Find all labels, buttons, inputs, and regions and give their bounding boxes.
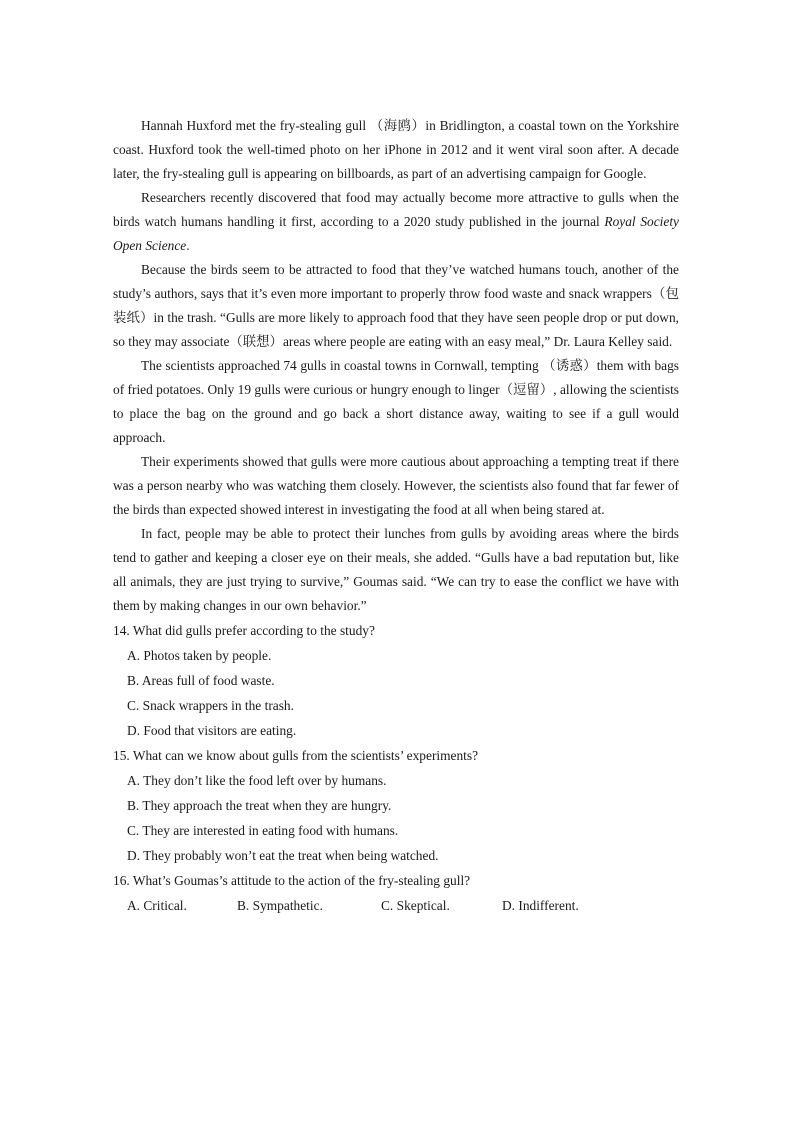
question-16-option-d: D. Indifferent.	[502, 898, 579, 913]
question-14-option-b: B. Areas full of food waste.	[127, 673, 275, 688]
document-page	[113, 114, 679, 918]
paragraph-6: In fact, people may be able to protect their lunches from gulls by avoiding areas where the birds tend to gather and keeping a closer eye on their meals, she added. “Gulls have a bad reputation but, like all animals, they are just trying to survive,” Goumas said. “We can try to ease the conflict we have with them by making changes in our own behavior.”	[113, 526, 679, 613]
question-14-option-d: D. Food that visitors are eating.	[127, 723, 297, 738]
paragraph-5: Their experiments showed that gulls were more cautious about approaching a tempting treat if there was a person nearby who was watching them closely. However, the scientists also found that far fewer of the birds than expected showed interest in investigating the food at all when being stared at.	[113, 454, 679, 517]
question-15-option-a: A. They don’t like the food left over by humans.	[127, 773, 387, 788]
question-15-option-b: B. They approach the treat when they are hungry.	[127, 798, 392, 813]
question-16-stem: 16. What’s Goumas’s attitude to the action of the fry-stealing gull?	[113, 873, 471, 888]
paragraph-2-text-after: .	[186, 238, 190, 253]
question-16-option-b: B. Sympathetic.	[237, 898, 323, 913]
question-16-option-a: A. Critical.	[127, 898, 187, 913]
question-14-option-a: A. Photos taken by people.	[127, 648, 272, 663]
question-16	[113, 868, 679, 918]
question-15	[113, 743, 679, 868]
paragraph-4: The scientists approached 74 gulls in coastal towns in Cornwall, tempting （诱惑）them with bags of fried potatoes. Only 19 gulls were curious or hungry enough to linger（逗留）, allowing the scientists to place the bag on the ground and go back a short distance away, waiting to see if a gull would approach.	[113, 358, 679, 445]
question-14-stem: 14. What did gulls prefer according to the study?	[113, 623, 375, 638]
paragraph-2	[113, 186, 679, 258]
question-15-option-d: D. They probably won’t eat the treat when being watched.	[127, 848, 439, 863]
question-16-option-c: C. Skeptical.	[381, 898, 450, 913]
question-15-option-c: C. They are interested in eating food with humans.	[127, 823, 399, 838]
paragraph-1: Hannah Huxford met the fry-stealing gull （海鸥）in Bridlington, a coastal town on the Yorkshire coast. Huxford took the well-timed photo on her iPhone in 2012 and it went viral soon after. A decade later, the fry-stealing gull is appearing on billboards, as part of an advertising campaign for Google.	[113, 118, 679, 181]
paragraph-3: Because the birds seem to be attracted to food that they’ve watched humans touch, another of the study’s authors, says that it’s even more important to properly throw food waste and snack wrappers（包装纸）in the trash. “Gulls are more likely to approach food that they have seen people drop or put down, so they may associate（联想）areas where people are eating with an easy meal,” Dr. Laura Kelley said.	[113, 262, 679, 349]
paragraph-2-text-before: Researchers recently discovered that food may actually become more attractive to gulls when the birds watch humans handling it first, according to a 2020 study published in the journal	[113, 190, 679, 229]
journal-title: Royal Society Open Science	[113, 214, 679, 253]
question-14	[113, 618, 679, 743]
question-14-option-c: C. Snack wrappers in the trash.	[127, 698, 294, 713]
question-15-stem: 15. What can we know about gulls from the scientists’ experiments?	[113, 748, 479, 763]
question-16-options	[113, 893, 679, 918]
